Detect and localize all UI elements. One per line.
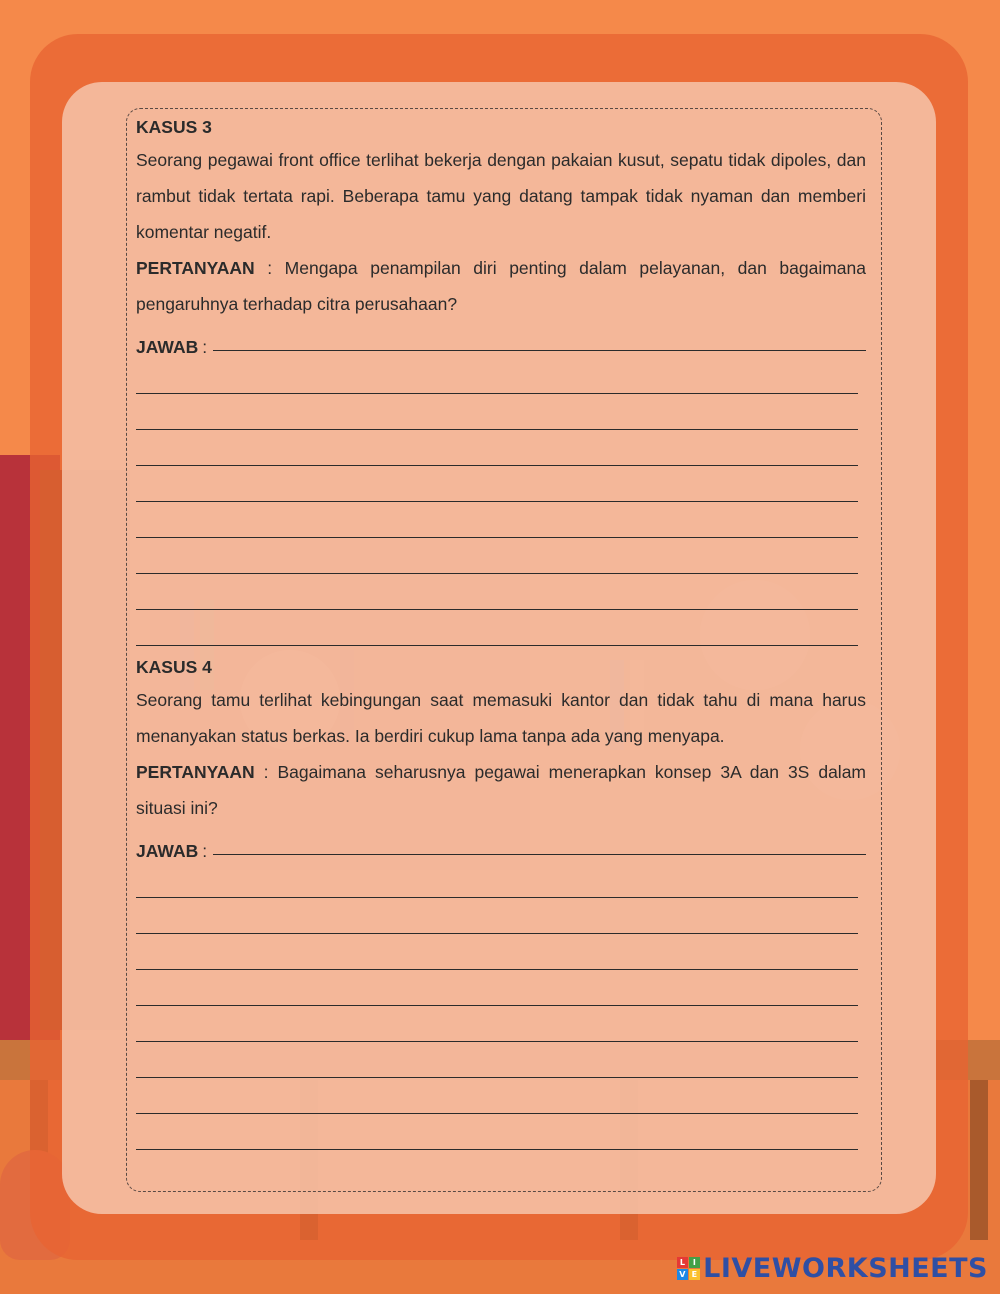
case4-answer-line[interactable]	[136, 1042, 858, 1078]
case4-answer-input[interactable]	[213, 854, 866, 855]
case3-question	[136, 250, 866, 322]
case4-answer-line[interactable]	[136, 862, 858, 898]
case3-heading: KASUS 3	[136, 117, 212, 137]
case4-answer-line[interactable]	[136, 1078, 858, 1114]
case4-question	[136, 754, 866, 826]
case3-answer-line[interactable]	[136, 394, 858, 430]
case3-question-label: PERTANYAAN	[136, 258, 255, 278]
case3-question-sep: :	[254, 258, 285, 278]
logo-letter: V	[677, 1269, 688, 1280]
case4-answer-line[interactable]	[136, 1006, 858, 1042]
case3-answer-line[interactable]	[136, 610, 858, 646]
case4-question-text: Bagaimana seharusnya pegawai menerapkan konsep 3A dan 3S dalam situasi ini?	[136, 762, 866, 818]
case3-answer-line[interactable]	[136, 430, 858, 466]
worksheet-content	[136, 112, 866, 1150]
case4-answer-sep: :	[202, 841, 208, 861]
case3-answer-line[interactable]	[136, 358, 858, 394]
case3-answer-row	[136, 322, 866, 358]
logo-letter: I	[689, 1257, 700, 1268]
case3-answer-line[interactable]	[136, 538, 858, 574]
brand-name: LIVEWORKSHEETS	[703, 1253, 988, 1284]
case4-answer-label: JAWAB	[136, 841, 199, 861]
case3-answer-line[interactable]	[136, 466, 858, 502]
logo-letter: L	[677, 1257, 688, 1268]
case4-heading: KASUS 4	[136, 657, 212, 677]
case4-description: Seorang tamu terlihat kebingungan saat memasuki kantor dan tidak tahu di mana harus menanyakan status berkas. Ia berdiri cukup lama tanpa ada yang menyapa.	[136, 690, 866, 746]
case4-question-sep: :	[254, 762, 278, 782]
case3-answer-sep: :	[202, 337, 208, 357]
case4-answer-row	[136, 826, 866, 862]
case3-question-text: Mengapa penampilan diri penting dalam pelayanan, dan bagaimana pengaruhnya terhadap citra perusahaan?	[136, 258, 867, 314]
case4-answer-line[interactable]	[136, 934, 858, 970]
case3-description: Seorang pegawai front office terlihat bekerja dengan pakaian kusut, sepatu tidak dipoles, dan rambut tidak tertata rapi. Beberapa tamu yang datang tampak tidak nyaman dan memberi komentar negatif.	[136, 150, 866, 242]
case4-question-label: PERTANYAAN	[136, 762, 255, 782]
liveworksheets-brand[interactable]	[677, 1253, 988, 1284]
liveworksheets-logo-icon	[677, 1257, 700, 1280]
case4-answer-line[interactable]	[136, 898, 858, 934]
case3-answer-label: JAWAB	[136, 337, 199, 357]
case4-answer-line[interactable]	[136, 1114, 858, 1150]
case3-answer-input[interactable]	[213, 350, 866, 351]
case3-answer-line[interactable]	[136, 502, 858, 538]
case4-answer-line[interactable]	[136, 970, 858, 1006]
case3-answer-line[interactable]	[136, 574, 858, 610]
logo-letter: E	[689, 1269, 700, 1280]
